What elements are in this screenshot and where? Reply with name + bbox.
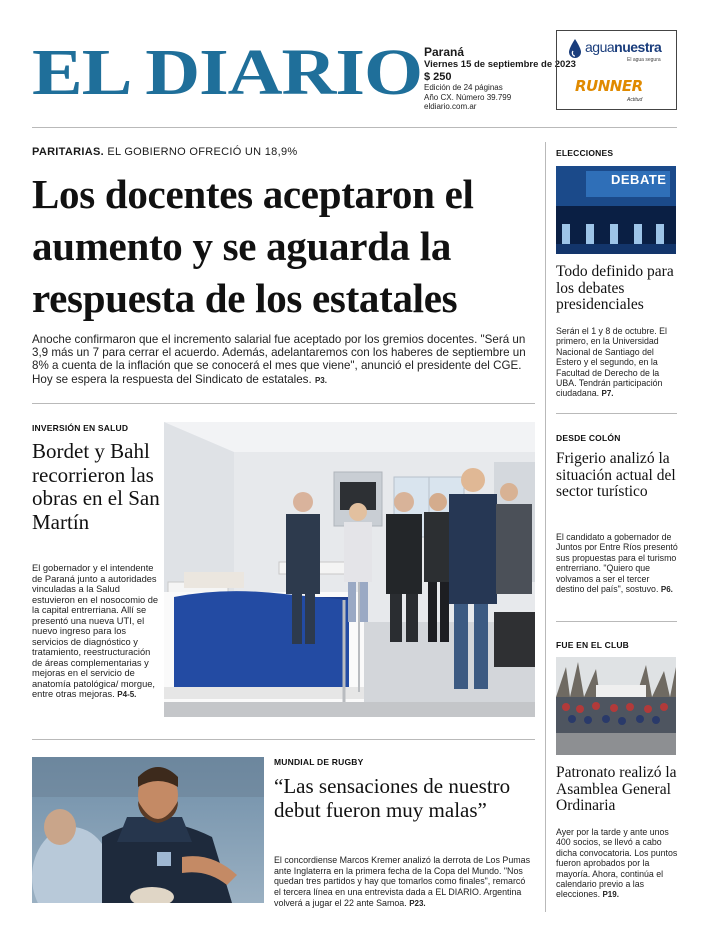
water-drop-icon — [569, 39, 581, 59]
lead-divider — [32, 403, 535, 404]
sidebar-body-elecciones: Serán el 1 y 8 de octubre. El primero, en la Universidad Nacional de Santiago del Estero y el segundo, en la Facultad de Derecho de la UBA. Tendrán participación ciudadana. P7. — [556, 326, 668, 399]
edition-pages: Edición de 24 páginas — [424, 83, 503, 93]
edition-city: Paraná — [424, 45, 465, 59]
rugby-photo[interactable] — [32, 757, 264, 903]
edition-date: Viernes 15 de septiembre de 2023 — [424, 58, 576, 70]
sidebar-body-colon: El candidato a gobernador de Juntos por Entre Ríos presentó sus propuestas para el turismo entrerriano. "Quiero que volvamos a ser el tercer destino del país", sostuvo. P6. — [556, 532, 678, 595]
lead-page-ref: P3. — [314, 375, 327, 385]
story2-body: El gobernador y el intendente de Paraná junto a autoridades vinculadas a la Salud estuvieron en el nosocomio de la capital entrerriana. Allí se presentó una nueva UTI, el nuevo ingreso para los servicios de diagnóstico y tratamiento, reestructuración de áreas complementarias y mejoras en el servicio de anatomía patológica/ morgue, entre otras mejoras. P4-5. — [32, 563, 159, 699]
sidebar-body-club: Ayer por la tarde y ante unos 400 socios, se llevó a cabo dicha convocatoria. Los puntos fueron aprobados por la mayoría. Ahora, continúa el calendario previo a las elecciones. P19. — [556, 827, 678, 900]
sidebar-section-colon: DESDE COLÓN — [556, 433, 621, 443]
sidebar-section-elecciones: ELECCIONES — [556, 148, 614, 158]
lead-headline[interactable]: Los docentes aceptaron el aumento y se aguarda la respuesta de los estatales — [32, 171, 474, 321]
story2-headline[interactable]: Bordet y Bahl recorrieron las obras en el San Martín — [32, 439, 160, 534]
story2-page-ref: P4-5. — [117, 690, 137, 699]
masthead-logo: EL DIARIO — [32, 36, 423, 109]
column-divider — [545, 142, 546, 912]
sidebar-headline-club[interactable]: Patronato realizó la Asamblea General Ordinaria — [556, 764, 677, 814]
edition-info — [424, 46, 576, 111]
story3-section: MUNDIAL DE RUGBY — [274, 757, 364, 767]
runner-logo: RUNNER — [575, 77, 643, 95]
story3-headline[interactable]: “Las sensaciones de nuestro debut fueron muy malas” — [274, 774, 511, 822]
sidebar-divider-2 — [556, 621, 677, 622]
debate-photo[interactable] — [556, 166, 676, 254]
sidebar-page-ref-elecciones: P7. — [601, 389, 614, 399]
sidebar-page-ref-club: P19. — [602, 890, 619, 900]
lead-body: Anoche confirmaron que el incremento salarial fue aceptado por los gremios docentes. "Será un 3,9 más un 7 para cerrar el acuerdo. Además, adelantaremos con los haberes de septiembre un 8% a cuenta de la inflación que se conocerá el mes que viene", anunció el presidente del CGE. Hoy se espera la respuesta del Sindicato de estatales. P3. — [32, 333, 526, 386]
sidebar-section-club: FUE EN EL CLUB — [556, 640, 630, 650]
edition-price: $ 250 — [424, 70, 452, 83]
edition-number: Año CX. Número 39.799 — [424, 92, 512, 102]
story2-section: INVERSIÓN EN SALUD — [32, 423, 129, 433]
sidebar-page-ref-colon: P6. — [660, 585, 673, 595]
sidebar-headline-elecciones[interactable]: Todo definido para los debates presidenciales — [556, 263, 674, 313]
club-assembly-photo[interactable] — [556, 657, 676, 755]
agua-nuestra-brand: aguanuestra — [585, 39, 662, 55]
sidebar-headline-colon[interactable]: Frigerio analizó la situación actual del sector turístico — [556, 450, 676, 500]
hospital-photo[interactable] — [164, 422, 535, 717]
story2-divider — [32, 739, 535, 740]
masthead-divider — [32, 127, 677, 128]
lead-kicker: PARITARIAS. EL GOBIERNO OFRECIÓ UN 18,9% — [32, 146, 298, 158]
sidebar-divider-1 — [556, 413, 677, 414]
agua-nuestra-tagline: El agua segura — [627, 57, 661, 63]
ad-box[interactable] — [556, 30, 677, 110]
runner-ad[interactable] — [575, 75, 661, 105]
edition-website: eldiario.com.ar — [424, 101, 477, 111]
story3-page-ref: P23. — [409, 898, 426, 908]
agua-nuestra-ad[interactable] — [569, 37, 669, 65]
story3-body: El concordiense Marcos Kremer analizó la derrota de Los Pumas ante Inglaterra en la primera fecha de la Copa del Mundo. "Nos quedan tres partidos y hay que tomarlos como finales", remarcó el tercera línea en una entrevista dada a EL DIARIO. Argentina volverá a jugar el 22 ante Samoa. P23. — [274, 855, 531, 908]
runner-tagline: Actitud — [627, 97, 643, 103]
debate-photo-text: DEBATE — [611, 172, 667, 187]
